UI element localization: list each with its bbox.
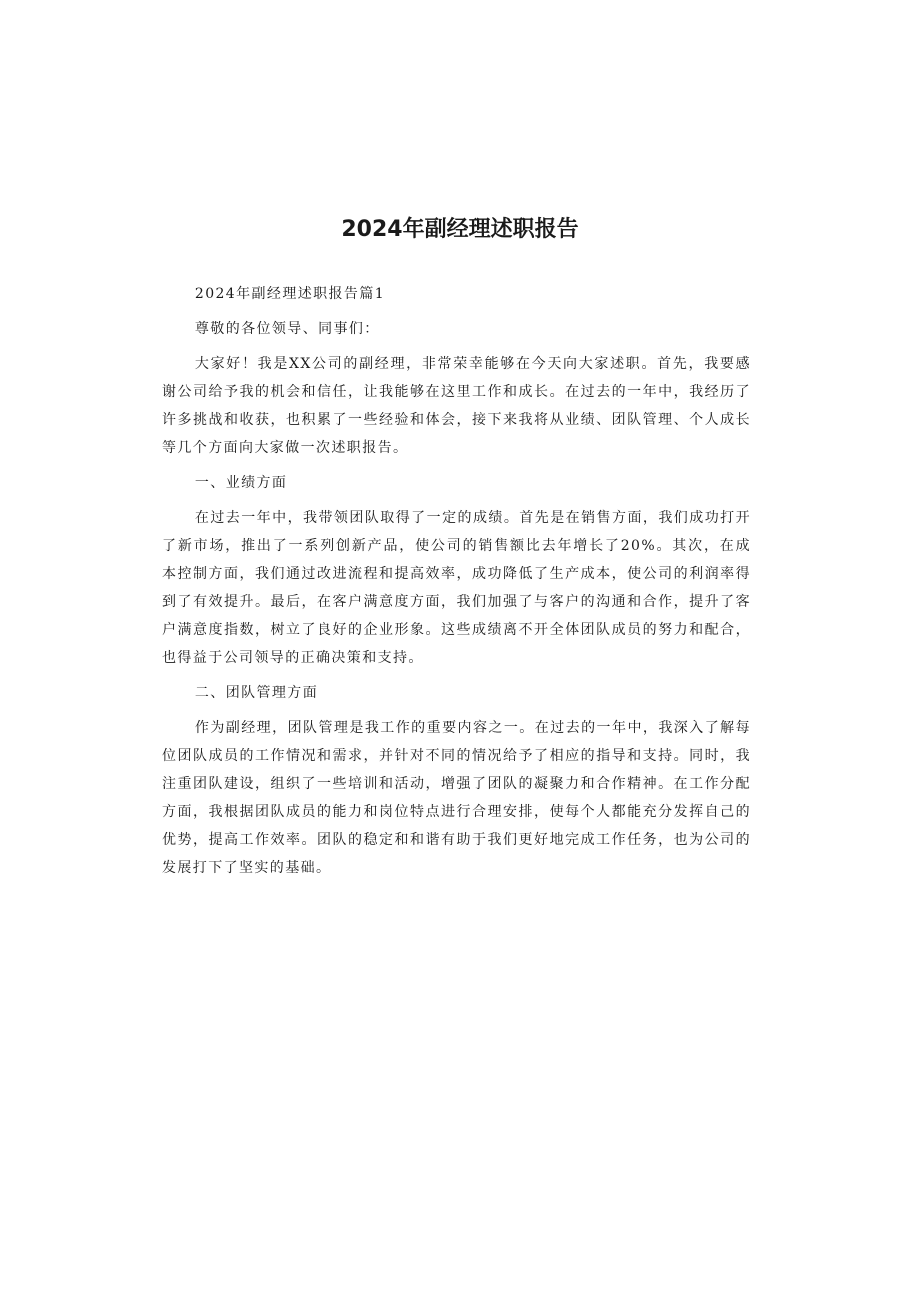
section-heading-team-management: 二、团队管理方面	[194, 685, 319, 701]
salutation: 尊敬的各位领导、同事们：	[194, 321, 380, 337]
section-heading-performance: 一、业绩方面	[194, 475, 288, 491]
section-body-performance: 在过去一年中，我带领团队取得了一定的成绩。首先是在销售方面，我们成功打开了新市场，推出了一系列创新产品，使公司的销售额比去年增长了20%。其次，在成本控制方面，我们通过改进流程和提高效率，成功降低了生产成本，使公司的利润率得到了有效提升。最后，在客户满意度方面，我们加强了与客户的沟通和合作，提升了客户满意度指数，树立了良好的企业形象。这些成绩离不开全体团队成员的努力和配合，也得益于公司领导的正确决策和支持。	[162, 510, 751, 666]
intro-paragraph: 大家好！我是XX公司的副经理，非常荣幸能够在今天向大家述职。首先，我要感谢公司给予我的机会和信任，让我能够在这里工作和成长。在过去的一年中，我经历了许多挑战和收获，也积累了一些经验和体会，接下来我将从业绩、团队管理、个人成长等几个方面向大家做一次述职报告。	[162, 356, 751, 456]
document-body	[162, 280, 751, 889]
section-body-team-management: 作为副经理，团队管理是我工作的重要内容之一。在过去的一年中，我深入了解每位团队成员的工作情况和需求，并针对不同的情况给予了相应的指导和支持。同时，我注重团队建设，组织了一些培训和活动，增强了团队的凝聚力和合作精神。在工作分配方面，我根据团队成员的能力和岗位特点进行合理安排，使每个人都能充分发挥自己的优势，提高工作效率。团队的稳定和和谐有助于我们更好地完成工作任务，也为公司的发展打下了坚实的基础。	[162, 720, 751, 876]
document-title: 2024年副经理述职报告	[341, 217, 579, 242]
document-subtitle: 2024年副经理述职报告篇1	[194, 286, 386, 302]
